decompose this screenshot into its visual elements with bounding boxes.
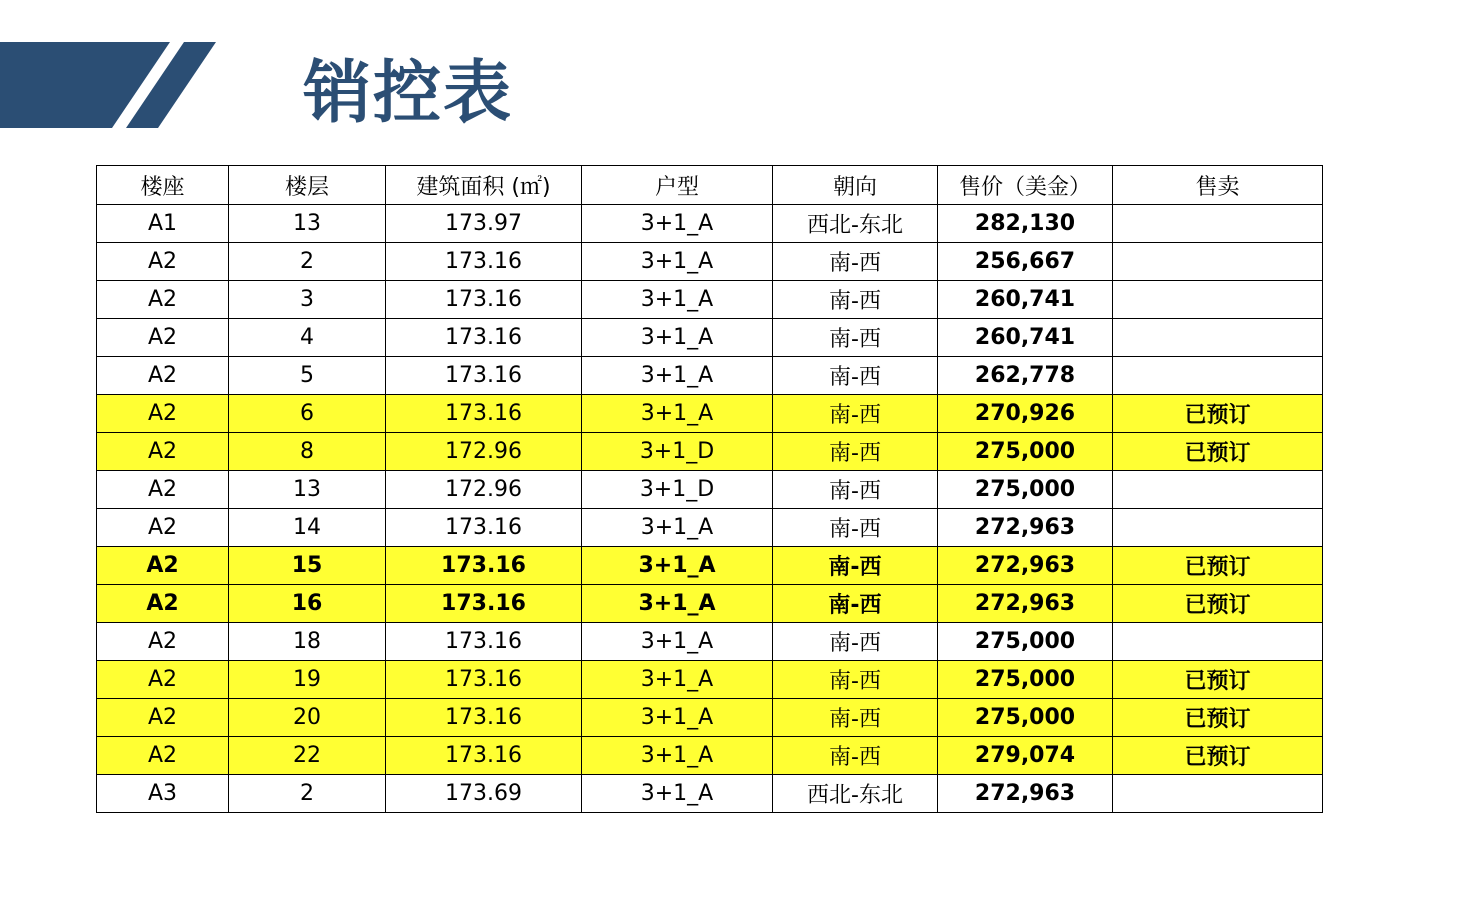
cell-building: A2 [97, 433, 229, 471]
cell-price: 272,963 [938, 585, 1113, 623]
cell-unit-type: 3+1_A [582, 699, 773, 737]
cell-orientation: 南-西 [773, 471, 938, 509]
cell-sale-status: 已预订 [1113, 395, 1323, 433]
cell-orientation: 南-西 [773, 737, 938, 775]
cell-orientation: 南-西 [773, 281, 938, 319]
cell-area: 173.16 [386, 585, 582, 623]
cell-sale-status: 已预订 [1113, 699, 1323, 737]
cell-price: 282,130 [938, 205, 1113, 243]
cell-unit-type: 3+1_A [582, 509, 773, 547]
cell-sale-status [1113, 205, 1323, 243]
cell-unit-type: 3+1_A [582, 357, 773, 395]
table-row [97, 471, 1323, 509]
table-row [97, 357, 1323, 395]
cell-unit-type: 3+1_A [582, 547, 773, 585]
cell-unit-type: 3+1_A [582, 243, 773, 281]
cell-sale-status: 已预订 [1113, 737, 1323, 775]
cell-building: A2 [97, 737, 229, 775]
cell-floor: 20 [229, 699, 386, 737]
cell-sale-status: 已预订 [1113, 433, 1323, 471]
cell-unit-type: 3+1_A [582, 395, 773, 433]
table-row [97, 281, 1323, 319]
cell-area: 173.16 [386, 547, 582, 585]
cell-unit-type: 3+1_A [582, 737, 773, 775]
cell-orientation: 南-西 [773, 357, 938, 395]
cell-orientation: 南-西 [773, 395, 938, 433]
cell-price: 275,000 [938, 661, 1113, 699]
cell-price: 272,963 [938, 509, 1113, 547]
cell-area: 172.96 [386, 471, 582, 509]
cell-sale-status [1113, 775, 1323, 813]
cell-sale-status [1113, 243, 1323, 281]
cell-unit-type: 3+1_A [582, 775, 773, 813]
cell-price: 260,741 [938, 319, 1113, 357]
cell-unit-type: 3+1_D [582, 471, 773, 509]
cell-sale-status [1113, 357, 1323, 395]
cell-floor: 14 [229, 509, 386, 547]
cell-price: 256,667 [938, 243, 1113, 281]
cell-sale-status [1113, 319, 1323, 357]
cell-floor: 16 [229, 585, 386, 623]
cell-orientation: 西北-东北 [773, 775, 938, 813]
cell-building: A2 [97, 357, 229, 395]
cell-sale-status [1113, 281, 1323, 319]
cell-floor: 6 [229, 395, 386, 433]
cell-unit-type: 3+1_A [582, 585, 773, 623]
cell-floor: 2 [229, 243, 386, 281]
cell-building: A2 [97, 699, 229, 737]
cell-sale-status [1113, 509, 1323, 547]
cell-area: 173.69 [386, 775, 582, 813]
cell-price: 260,741 [938, 281, 1113, 319]
cell-floor: 18 [229, 623, 386, 661]
cell-unit-type: 3+1_A [582, 281, 773, 319]
table-row [97, 395, 1323, 433]
cell-area: 173.16 [386, 661, 582, 699]
cell-building: A2 [97, 395, 229, 433]
table-row [97, 547, 1323, 585]
header-sale-status: 售卖 [1113, 166, 1323, 205]
header-building: 楼座 [97, 166, 229, 205]
header-price: 售价（美金） [938, 166, 1113, 205]
table-row [97, 585, 1323, 623]
cell-unit-type: 3+1_A [582, 623, 773, 661]
cell-price: 272,963 [938, 547, 1113, 585]
cell-orientation: 南-西 [773, 585, 938, 623]
cell-building: A2 [97, 661, 229, 699]
cell-orientation: 南-西 [773, 243, 938, 281]
cell-floor: 13 [229, 205, 386, 243]
table-row [97, 737, 1323, 775]
header-floor: 楼层 [229, 166, 386, 205]
cell-sale-status: 已预订 [1113, 661, 1323, 699]
cell-area: 173.97 [386, 205, 582, 243]
cell-unit-type: 3+1_A [582, 661, 773, 699]
cell-building: A2 [97, 281, 229, 319]
cell-area: 173.16 [386, 737, 582, 775]
cell-floor: 8 [229, 433, 386, 471]
cell-price: 262,778 [938, 357, 1113, 395]
table-header-row [97, 166, 1323, 205]
cell-floor: 13 [229, 471, 386, 509]
cell-area: 173.16 [386, 281, 582, 319]
cell-floor: 22 [229, 737, 386, 775]
table-row [97, 243, 1323, 281]
table-row [97, 319, 1323, 357]
cell-building: A3 [97, 775, 229, 813]
cell-orientation: 南-西 [773, 699, 938, 737]
table-row [97, 623, 1323, 661]
cell-floor: 15 [229, 547, 386, 585]
cell-building: A2 [97, 243, 229, 281]
cell-price: 275,000 [938, 433, 1113, 471]
cell-building: A2 [97, 547, 229, 585]
cell-sale-status [1113, 471, 1323, 509]
cell-unit-type: 3+1_A [582, 319, 773, 357]
cell-area: 173.16 [386, 357, 582, 395]
cell-floor: 3 [229, 281, 386, 319]
cell-area: 172.96 [386, 433, 582, 471]
cell-orientation: 南-西 [773, 319, 938, 357]
cell-price: 275,000 [938, 699, 1113, 737]
header-unit-type: 户型 [582, 166, 773, 205]
cell-sale-status: 已预订 [1113, 547, 1323, 585]
cell-orientation: 南-西 [773, 661, 938, 699]
cell-sale-status: 已预订 [1113, 585, 1323, 623]
table-row [97, 509, 1323, 547]
cell-floor: 4 [229, 319, 386, 357]
cell-building: A2 [97, 509, 229, 547]
table-row [97, 433, 1323, 471]
cell-orientation: 南-西 [773, 547, 938, 585]
header-area: 建筑面积 (㎡) [386, 166, 582, 205]
cell-price: 279,074 [938, 737, 1113, 775]
page-title: 销控表 [303, 54, 514, 133]
cell-building: A1 [97, 205, 229, 243]
table-row [97, 661, 1323, 699]
table-row [97, 205, 1323, 243]
cell-price: 275,000 [938, 471, 1113, 509]
cell-floor: 2 [229, 775, 386, 813]
cell-price: 275,000 [938, 623, 1113, 661]
cell-orientation: 西北-东北 [773, 205, 938, 243]
table-body [97, 205, 1323, 813]
cell-unit-type: 3+1_A [582, 205, 773, 243]
cell-building: A2 [97, 319, 229, 357]
cell-area: 173.16 [386, 509, 582, 547]
cell-orientation: 南-西 [773, 623, 938, 661]
cell-area: 173.16 [386, 699, 582, 737]
cell-area: 173.16 [386, 319, 582, 357]
cell-floor: 19 [229, 661, 386, 699]
cell-building: A2 [97, 623, 229, 661]
cell-area: 173.16 [386, 243, 582, 281]
cell-floor: 5 [229, 357, 386, 395]
sales-control-table [96, 165, 1323, 813]
table-row [97, 775, 1323, 813]
cell-unit-type: 3+1_D [582, 433, 773, 471]
cell-area: 173.16 [386, 623, 582, 661]
cell-price: 270,926 [938, 395, 1113, 433]
cell-building: A2 [97, 585, 229, 623]
title-banner-graphic [0, 42, 220, 128]
cell-orientation: 南-西 [773, 509, 938, 547]
cell-building: A2 [97, 471, 229, 509]
cell-area: 173.16 [386, 395, 582, 433]
header-orientation: 朝向 [773, 166, 938, 205]
cell-price: 272,963 [938, 775, 1113, 813]
table-row [97, 699, 1323, 737]
cell-orientation: 南-西 [773, 433, 938, 471]
cell-sale-status [1113, 623, 1323, 661]
